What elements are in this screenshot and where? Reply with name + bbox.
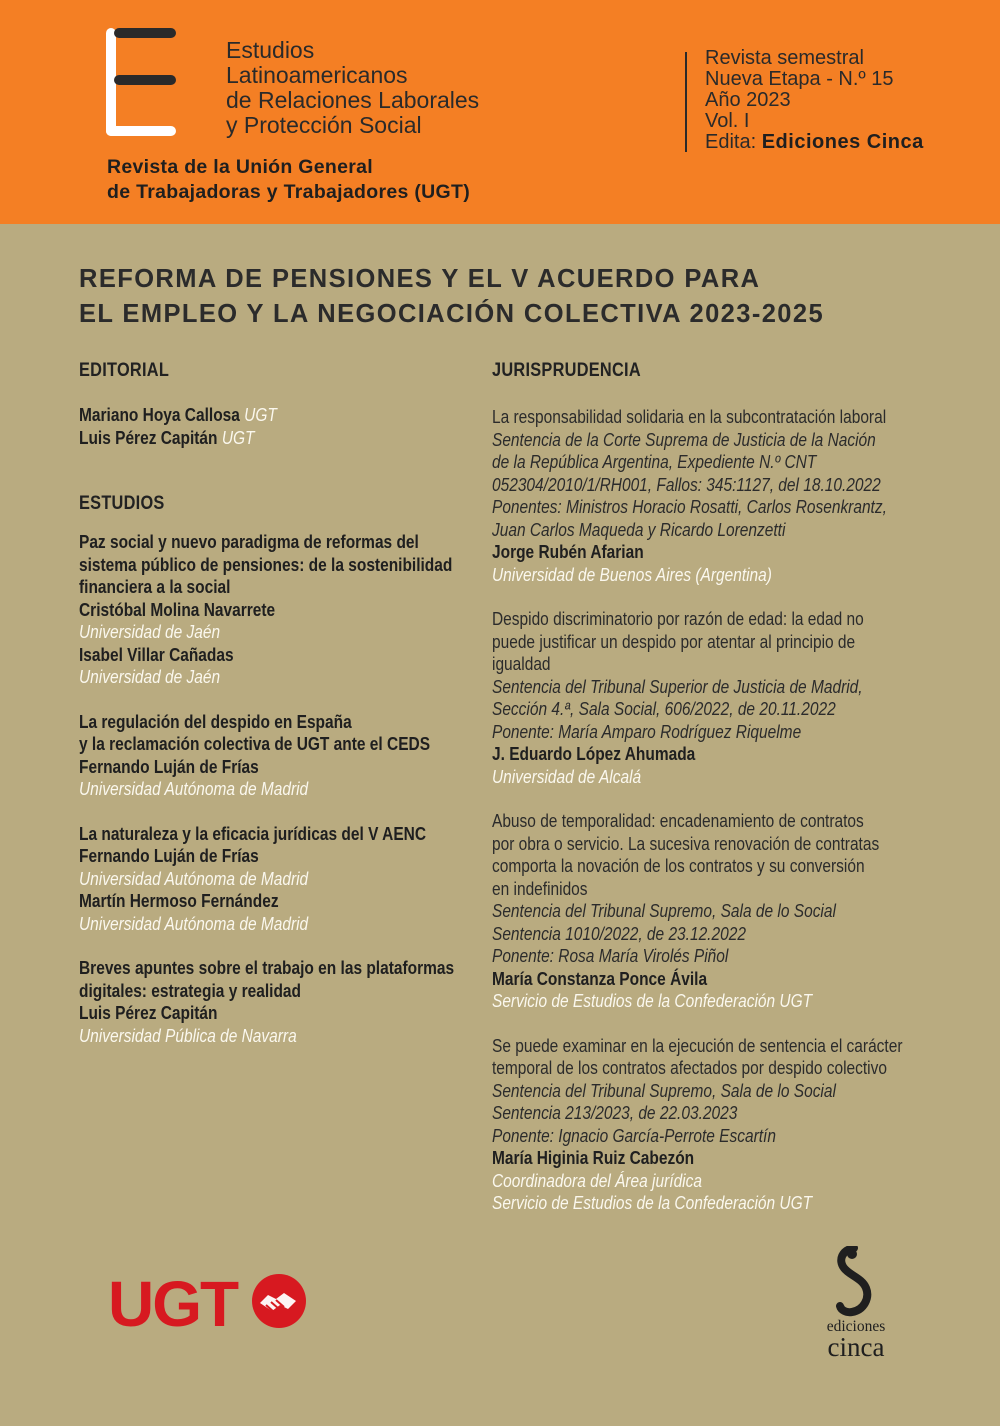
ugt-logo-graphic xyxy=(108,1270,308,1332)
journal-name-line: y Protección Social xyxy=(226,112,422,138)
article-title-line: La regulación del despido en España xyxy=(79,711,352,732)
left-column xyxy=(79,358,479,1047)
case-title-line: Se puede examinar en la ejecución de sentencia el carácter xyxy=(492,1035,903,1056)
author-name: María Constanza Ponce Ávila xyxy=(492,968,708,989)
journal-subtitle xyxy=(107,155,470,205)
case-title-line: en indefinidos xyxy=(492,878,588,899)
journal-name-line: Latinoamericanos xyxy=(226,62,408,88)
ugt-logo xyxy=(108,1270,308,1332)
issue-publisher xyxy=(705,132,924,153)
author-name: Fernando Luján de Frías xyxy=(79,756,259,777)
author-name: Martín Hermoso Fernández xyxy=(79,891,279,911)
estudio-item xyxy=(79,711,479,801)
issue-info xyxy=(705,48,924,153)
case-ref-line: Ponentes: Ministros Horacio Rosatti, Carlos Rosenkrantz, xyxy=(492,497,887,517)
case-ref-line: Sentencia 213/2023, de 22.03.2023 xyxy=(492,1103,738,1123)
author-name: Luis Pérez Capitán xyxy=(79,1003,218,1023)
article-title-line: sistema público de pensiones: de la sostenibilidad xyxy=(79,554,453,575)
case-title-line: La responsabilidad solidaria en la subcontratación laboral xyxy=(492,407,887,427)
article-title-line: financiera a la social xyxy=(79,577,231,597)
editorial-author: Mariano Hoya Callosa UGT xyxy=(79,405,277,425)
author-affiliation: Servicio de Estudios de la Confederación UGT xyxy=(492,991,813,1011)
case-ref-line: Sentencia del Tribunal Supremo, Sala de lo Social xyxy=(492,1080,836,1101)
issue-number: Nueva Etapa - N.º 15 xyxy=(705,68,894,90)
cinca-s-icon xyxy=(818,1246,894,1318)
case-ref-line: Ponente: Rosa María Virolés Piñol xyxy=(492,946,729,966)
case-title-line: puede justificar un despido por atentar al principio de xyxy=(492,631,856,652)
author-affiliation: Universidad Pública de Navarra xyxy=(79,1025,297,1046)
case-ref-line: Sección 4.ª, Sala Social, 606/2022, de 20.11.2022 xyxy=(492,699,836,719)
editorial-author: Luis Pérez Capitán UGT xyxy=(79,427,255,448)
author-name: Fernando Luján de Frías xyxy=(79,846,259,866)
article-title-line: La naturaleza y la eficacia jurídicas del V AENC xyxy=(79,823,427,844)
journal-name xyxy=(226,38,479,138)
title-line: REFORMA DE PENSIONES Y EL V ACUERDO PARA xyxy=(79,265,761,293)
estudios-heading: ESTUDIOS xyxy=(79,493,165,514)
case-title-line: comporta la novación de los contratos y su conversión xyxy=(492,856,865,876)
author-affiliation: Universidad Autónoma de Madrid xyxy=(79,913,309,934)
ugt-logo-text: UGT xyxy=(108,1270,238,1332)
case-ref-line: Sentencia del Tribunal Superior de Justicia de Madrid, xyxy=(492,676,863,697)
publisher-name: Ediciones Cinca xyxy=(761,131,924,153)
case-ref-line: Sentencia 1010/2022, de 23.12.2022 xyxy=(492,923,746,944)
jurisprudencia-heading: JURISPRUDENCIA xyxy=(492,360,641,381)
jurisprudencia-item xyxy=(492,1035,992,1215)
author-name: Isabel Villar Cañadas xyxy=(79,644,234,665)
journal-name-line: Estudios xyxy=(226,37,315,63)
case-ref-line: de la República Argentina, Expediente N.º CNT xyxy=(492,452,817,472)
author-name: Jorge Rubén Afarian xyxy=(492,542,644,562)
author-affiliation: Servicio de Estudios de la Confederación UGT xyxy=(492,1193,813,1213)
title-line: EL EMPLEO Y LA NEGOCIACIÓN COLECTIVA 2023-2025 xyxy=(79,300,825,328)
author-affiliation: Coordinadora del Área jurídica xyxy=(492,1170,702,1191)
header-band xyxy=(0,0,1000,224)
publisher-prefix: Edita: xyxy=(705,131,757,153)
author-affiliation: Universidad Autónoma de Madrid xyxy=(79,779,309,799)
estudio-item xyxy=(79,957,479,1047)
case-ref-line: Sentencia del Tribunal Supremo, Sala de lo Social xyxy=(492,901,836,921)
case-ref-line: Sentencia de la Corte Suprema de Justicia de la Nación xyxy=(492,429,876,450)
issue-volume: Vol. I xyxy=(705,110,750,132)
right-column xyxy=(492,358,992,1215)
author-affiliation: Universidad de Alcalá xyxy=(492,766,642,787)
cinca-small-text: ediciones xyxy=(826,1318,886,1335)
journal-name-line: de Relaciones Laborales xyxy=(226,87,480,113)
case-title-line: Despido discriminatorio por razón de edad: la edad no xyxy=(492,609,864,629)
author-affiliation: Universidad de Jaén xyxy=(79,667,221,687)
page-title xyxy=(79,262,824,332)
case-title-line: Abuso de temporalidad: encadenamiento de contratos xyxy=(492,811,864,831)
author-affiliation: Universidad Autónoma de Madrid xyxy=(79,868,309,889)
case-title-line: igualdad xyxy=(492,654,551,674)
jurisprudencia-item xyxy=(492,608,992,788)
article-title-line: digitales: estrategia y realidad xyxy=(79,980,301,1001)
subtitle-line: Revista de la Unión General xyxy=(107,156,374,178)
article-title-line: Paz social y nuevo paradigma de reformas del xyxy=(79,532,419,552)
issue-frequency: Revista semestral xyxy=(705,47,864,69)
cinca-big-text: cinca xyxy=(827,1332,885,1362)
jurisprudencia-item xyxy=(492,810,992,1013)
ediciones-cinca-logo xyxy=(818,1246,894,1366)
case-ref-line: 052304/2010/1/RH001, Fallos: 345:1127, del 18.10.2022 xyxy=(492,474,881,495)
author-affiliation: Universidad de Buenos Aires (Argentina) xyxy=(492,564,772,585)
divider-line xyxy=(685,52,687,152)
case-title-line: por obra o servicio. La sucesiva renovación de contratas xyxy=(492,833,880,854)
author-name: María Higinia Ruiz Cabezón xyxy=(492,1148,695,1168)
subtitle-line: de Trabajadoras y Trabajadores (UGT) xyxy=(107,181,470,203)
article-title-line: Breves apuntes sobre el trabajo en las plataformas xyxy=(79,958,455,978)
estudio-item xyxy=(79,531,479,689)
author-name: Cristóbal Molina Navarrete xyxy=(79,599,276,620)
case-ref-line: Juan Carlos Maqueda y Ricardo Lorenzetti xyxy=(492,519,786,540)
journal-e-logo xyxy=(106,28,176,136)
case-ref-line: Ponente: Ignacio García-Perrote Escartín xyxy=(492,1125,776,1146)
article-title-line: y la reclamación colectiva de UGT ante el CEDS xyxy=(79,734,431,754)
case-ref-line: Ponente: María Amparo Rodríguez Riquelme xyxy=(492,721,802,742)
estudio-item xyxy=(79,823,479,936)
issue-year: Año 2023 xyxy=(705,89,791,111)
case-title-line: temporal de los contratos afectados por despido colectivo xyxy=(492,1058,887,1078)
author-affiliation: Universidad de Jaén xyxy=(79,622,221,642)
jurisprudencia-item xyxy=(492,406,992,586)
editorial-heading: EDITORIAL xyxy=(79,360,170,381)
author-name: J. Eduardo López Ahumada xyxy=(492,744,696,764)
